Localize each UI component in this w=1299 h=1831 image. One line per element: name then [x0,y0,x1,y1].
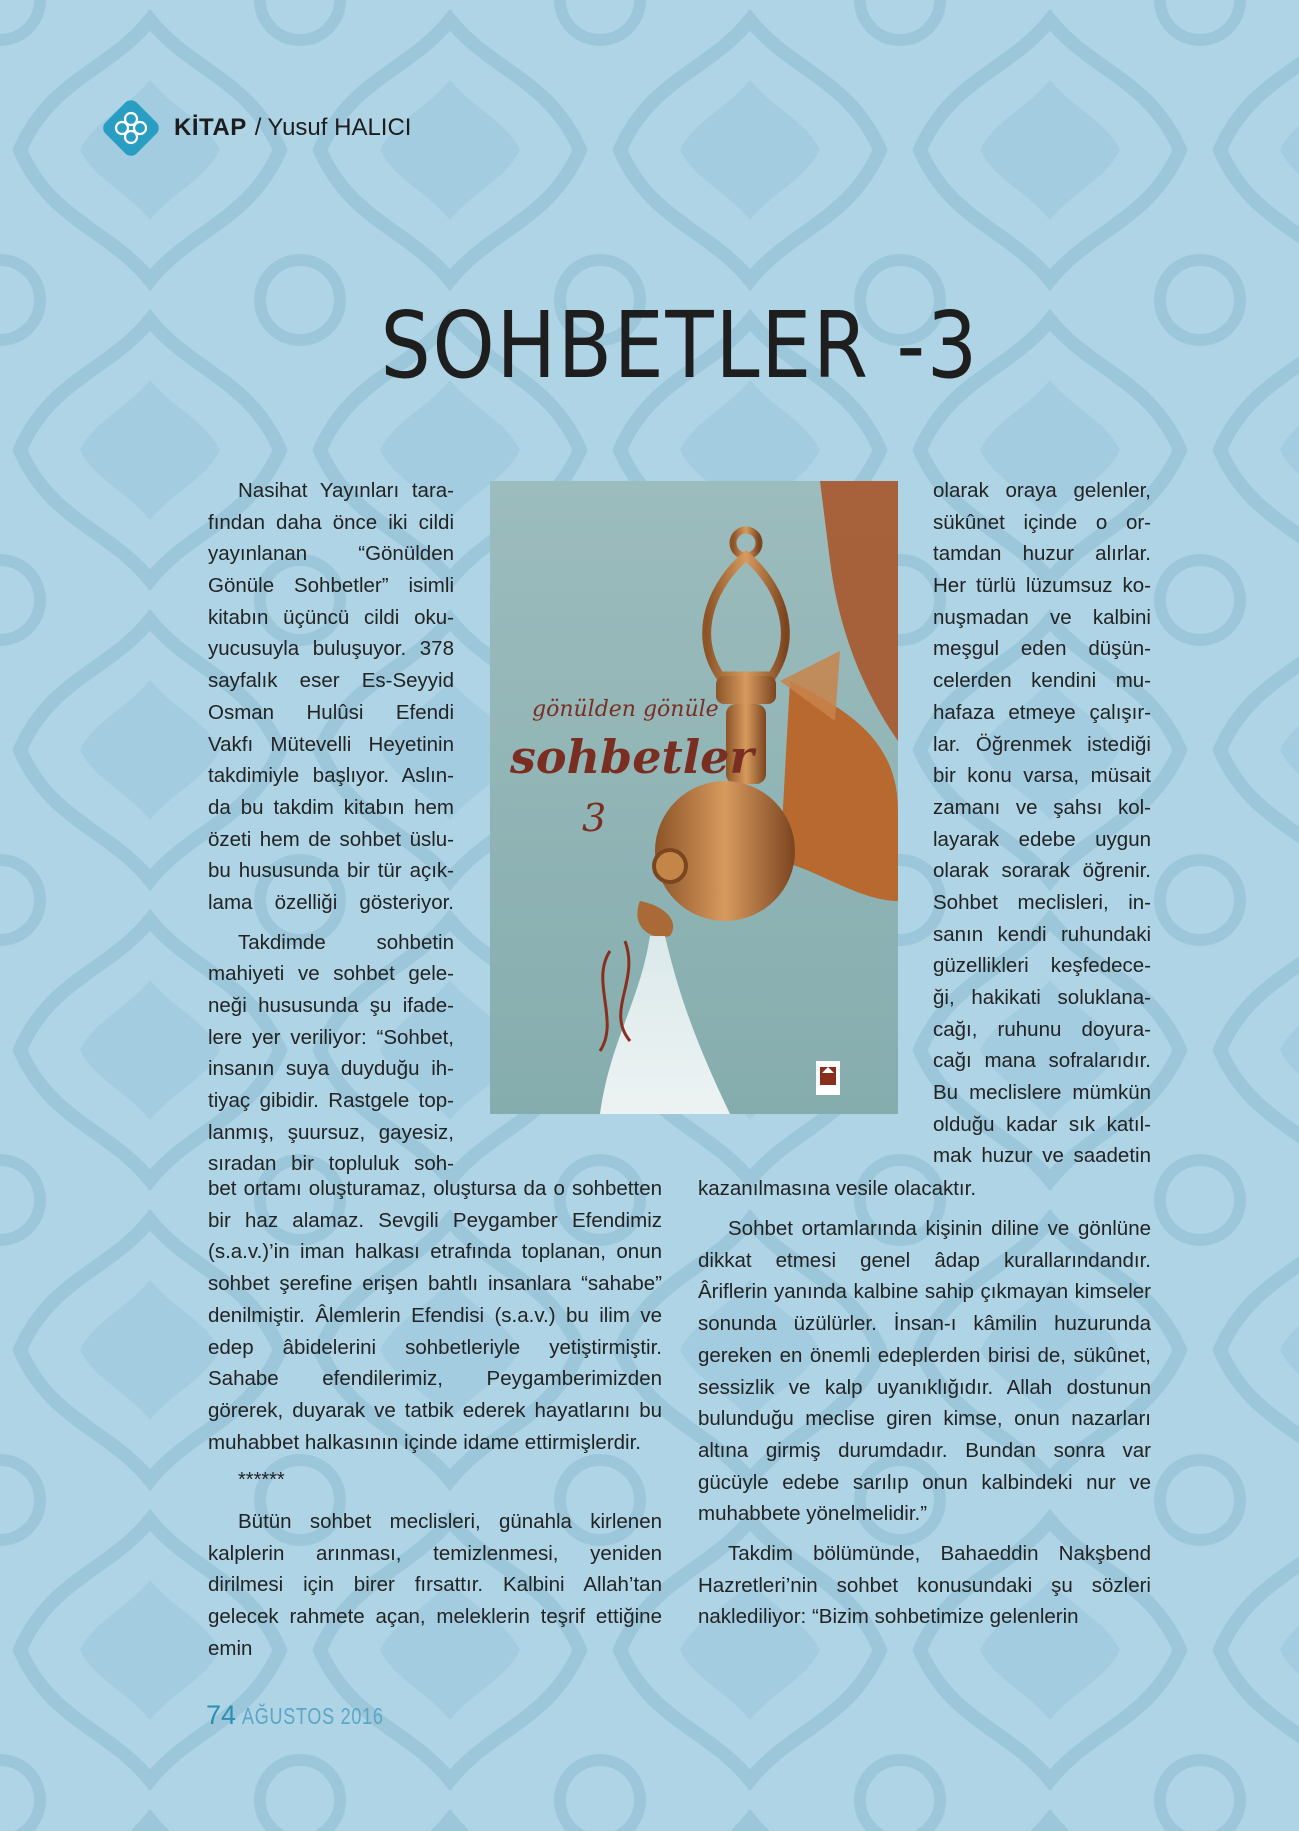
left-column-narrow-text [208,475,454,1180]
right-column-line: tamdan huzur alırlar. [933,542,1151,566]
left-column-line: lanmış, şuursuz, gayesiz, [208,1120,454,1144]
right-column-line: güzellikleri keşfedece- [933,954,1151,978]
section-separator-stars: ****** [238,1469,285,1491]
left-column-line: sayfalık eser Es-Seyyid [208,669,454,693]
right-column-line: olarak sorarak öğrenir. [933,859,1151,883]
left-column-line: neği hususunda şu ifade- [208,994,454,1017]
right-column-line: lar. Öğrenmek istediği [933,732,1151,756]
header-separator: / [254,114,262,141]
publisher-mosque-logo-icon [816,1061,840,1095]
right-column-line: Sohbet meclisleri, in- [933,890,1151,914]
right-column-line: olduğu kadar sık katıl- [933,1112,1151,1136]
right-column-line: layarak edebe uygun [933,827,1151,851]
article-title: SOHBETLER -3 [380,292,979,399]
left-column-line: fından daha önce iki cildi [208,510,454,534]
right-column-line: mak huzur ve saadetin [933,1144,1151,1168]
cover-title: sohbetler [510,730,754,784]
left-column-line: mahiyeti ve sohbet gele- [208,962,454,986]
book-cover-image [490,481,898,1114]
left-paragraph-3: Bütün sohbet meclisleri, günahla kirlenen kalplerin arınması, temizlenmesi, yeniden dirilmesi için birer fırsattır. Kalbini Allah’tan gelecek rahmete açan, meleklerin teşrif ettiğine emin [208,1510,662,1660]
right-paragraph-2: Sohbet ortamlarında kişinin diline ve gönlüne dikkat etmesi genel âdap kurallarındandır. Âriflerin yanında kalbine sahip çıkmayan kimseler sonunda üzülürler. İnsan-ı kâmilin huzurunda gereken en önemli edeplerden birisi de, sükûnet, sessizlik ve kalp uyanıklığıdır. Allah dostunun bulunduğu meclise giren kimse, onun nazarları altına girmiş durumdadır. Bundan sonra var gücüyle edebe sarılıp onun kalbindeki nur ve muhabbete yönelmelidir.” [698,1217,1151,1526]
author-name: Yusuf HALICI [267,114,412,141]
right-column-line: Her türlü lüzumsuz ko- [933,574,1151,598]
left-column-line: kitabın üçüncü cildi oku- [208,605,454,629]
left-column-line: yucusuyla buluşuyor. 378 [208,637,454,661]
left-column-line: tiyaç gibidir. Rastgele top- [208,1089,454,1113]
right-column-line: Bu meclislere mümkün [933,1081,1151,1105]
left-column-line: da bu takdim kitabın hem [208,795,454,819]
left-column-line: takdimiyle başlıyor. Aslın- [208,764,454,788]
right-column-line: meşgul eden düşün- [933,637,1151,661]
right-paragraph-3: Takdim bölümünde, Bahaeddin Nakşbend Hazretleri’nin sohbet konusundaki şu sözleri naklediliyor: “Bizim sohbetimize gelenlerin [698,1542,1151,1629]
left-paragraph-continuation: bet ortamı oluşturamaz, oluştursa da o sohbetten bir haz alamaz. Sevgili Peygamber Efendimiz (s.a.v.)’in iman halkası etrafında toplanan, onun sohbet şerefine erişen bahtlı insanlara “sahabe” denilmiştir. Âlemlerin Efendisi (s.a.v.) bu ilim ve edep âbidelerini sohbetleriyle yetiştirmiştir. Sahabe efendilerimiz, Peygamberimizden görerek, duyarak ve tatbik ederek hayatlarını bu muhabbet halkasının içinde idame ettirmişlerdir. [208,1177,662,1454]
page-number: 74 [206,1700,237,1730]
right-paragraph-continuation: kazanılmasına vesile olacaktır. [698,1177,977,1200]
page-footer [206,1700,424,1731]
right-column-line: celerden kendini mu- [933,669,1151,693]
left-column-line: yayınlanan “Gönülden [208,542,454,566]
left-column-line: Osman Hulûsi Efendi [208,700,454,724]
right-column-line: cağı mana sofralarıdır. [933,1049,1151,1073]
left-column-line: Gönüle Sohbetler” isimli [208,574,454,598]
right-column-line: hafaza etmeye çalışır- [933,700,1151,724]
left-column-line: lere yer veriliyor: “Sohbet, [208,1025,454,1049]
cover-volume: 3 [582,796,607,840]
right-column-line: bir konu varsa, müsait [933,764,1151,788]
left-column-line: Nasihat Yayınları tara- [238,479,454,502]
left-column-line: Vakfı Mütevelli Heyetinin [208,732,454,756]
right-column-line: cağı, ruhunu doyura- [933,1017,1151,1041]
right-column-line: ği, hakikati soluklana- [933,986,1151,1009]
left-column-line: bu hususunda bir tür açık- [208,859,454,883]
issue-date: AĞUSTOS 2016 [242,1703,384,1729]
right-column-line: sükûnet içinde o or- [933,510,1151,534]
right-column-narrow-text [933,475,1151,1172]
left-column-line: insanın suya duyduğu ih- [208,1057,454,1081]
left-column-line: Takdimde sohbetin [238,930,454,954]
right-column-line: zamanı ve şahsı kol- [933,795,1151,819]
right-column-line: nuşmadan ve kalbini [933,605,1151,629]
left-column-line: sıradan bir topluluk soh- [208,1152,454,1176]
category-label: KİTAP [174,114,247,141]
left-column-line: özeti hem de sohbet üslu- [208,827,454,851]
right-column-line: sanın kendi ruhundaki [933,922,1151,946]
cover-subtitle: gönülden gönüle [532,697,719,722]
left-column-line: lama özelliği gösteriyor. [208,890,454,914]
diamond-ornament-icon [98,95,164,161]
right-column-line: olarak oraya gelenler, [933,479,1151,502]
section-header [98,94,411,162]
